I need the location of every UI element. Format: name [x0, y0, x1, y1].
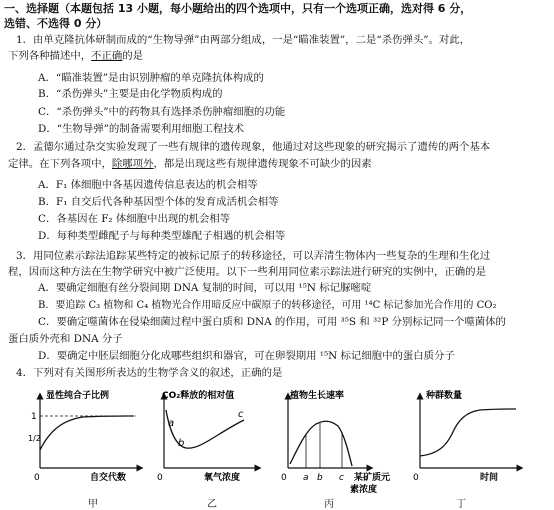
- q3-option-b: B．要追踪 C₃ 植物和 C₄ 植物光合作用暗反应中碳原子的转移途径，可用 ¹⁴C 标记参加光合作用的 CO₂: [38, 300, 497, 311]
- bing-point-b: b: [317, 473, 323, 483]
- q1-stem-text-a: 下列各种描述中，: [8, 50, 92, 62]
- q1-stem-line1: 1．由单克隆抗体研制而成的“生物导弹”由两部分组成，一是“瞄准装置”，二是“杀伤弹头”。对此，: [16, 34, 471, 46]
- q2-option-a: A．F₁ 体细胞中各基因遗传信息表达的机会相等: [38, 179, 258, 191]
- yi-ylabel: CO₂释放的相对值: [162, 391, 235, 401]
- graph-jia: [28, 386, 146, 490]
- bing-xlabel-line1: 某矿质元: [354, 473, 391, 483]
- q1-option-d: D．“生物导弹”的制备需要利用细胞工程技术: [38, 123, 244, 135]
- q1-stem-text-b: 的是: [122, 50, 144, 62]
- q3-option-a: A．要确定细胞有丝分裂间期 DNA 复制的时间，可以用 ¹⁵N 标记脲嘧啶: [38, 282, 372, 294]
- bing-point-a: a: [303, 473, 309, 483]
- yi-caption: 乙: [207, 499, 217, 510]
- jia-tick-half: 1/2: [28, 434, 41, 443]
- yi-xlabel: 氧气浓度: [204, 473, 241, 483]
- ding-origin: 0: [413, 473, 419, 483]
- q1-option-c: C．“杀伤弹头”中的药物具有选择杀伤肿瘤细胞的功能: [38, 106, 286, 118]
- q2-stem-text-b: ，都是出现这些有规律遗传现象不可缺少的因素: [153, 158, 372, 170]
- q4-stem: 4．下列对有关图形所表达的生物学含义的叙述，正确的是: [16, 367, 283, 379]
- q3-stem-line2: 程，因而这种方法在生物学研究中被广泛使用。以下一些利用同位素示踪法进行研究的实例中，正确的是: [8, 266, 486, 278]
- jia-curve: [40, 416, 134, 450]
- q3-option-d: D．要确定中胚层细胞分化成哪些组织和器官，可在卵裂期用 ¹⁵N 标记细胞中的蛋白质分子: [38, 350, 455, 362]
- bing-origin: 0: [281, 473, 287, 483]
- bing-xlabel-line2: 素浓度: [350, 485, 378, 495]
- jia-origin: 0: [34, 473, 40, 483]
- q1-stem-line2: [8, 50, 143, 63]
- yi-point-b: b: [178, 438, 185, 449]
- yi-point-a: a: [168, 418, 175, 429]
- q2-option-b: B．F₁ 自交后代各种基因型个体的发育成活机会相等: [38, 196, 279, 208]
- q2-stem-text-a: 定律。在下列各项中，: [8, 158, 112, 170]
- q2-option-d: D．每种类型雌配子与每种类型雄配子相遇的机会相等: [38, 230, 286, 242]
- jia-caption: 甲: [88, 499, 98, 510]
- section-header-line2: 选错、不选得 0 分）: [4, 17, 108, 30]
- bing-ylabel: 植物生长速率: [290, 391, 345, 401]
- q2-stem-emphasis: 除哪项外: [111, 158, 154, 170]
- jia-tick-1: 1: [31, 412, 37, 422]
- bing-point-c: c: [339, 473, 344, 483]
- graph-yi: [152, 386, 264, 490]
- q2-stem-line1: 2．孟德尔通过杂交实验发现了一些有规律的遗传现象，他通过对这些现象的研究揭示了遗传的两个基本: [16, 141, 491, 153]
- q1-option-a: A．“瞄准装置”是由识别肿瘤的单克隆抗体构成的: [38, 72, 264, 84]
- jia-xlabel: 自交代数: [90, 473, 127, 483]
- jia-ylabel: 显性纯合子比例: [46, 391, 110, 401]
- graph-ding: [408, 386, 528, 490]
- q1-option-b: B．“杀伤弹头”主要是由化学物质构成的: [38, 88, 223, 100]
- yi-origin: 0: [157, 473, 163, 483]
- q2-option-c: C．各基因在 F₂ 体细胞中出现的机会相等: [38, 213, 231, 225]
- ding-xlabel: 时间: [480, 473, 499, 483]
- q3-option-c-cont: 蛋白质外壳和 DNA 分子: [8, 333, 123, 345]
- bing-curve: [290, 421, 352, 466]
- yi-point-c: c: [238, 409, 244, 420]
- q1-stem-emphasis: 不正确: [91, 50, 123, 62]
- section-header-line1: 一、选择题（本题包括 13 小题，每小题给出的四个选项中，只有一个选项正确，选对得 6 分，: [4, 2, 472, 15]
- q2-stem-line2: [8, 158, 372, 171]
- bing-caption: 丙: [324, 499, 334, 510]
- ding-ylabel: 种群数量: [426, 391, 463, 401]
- graph-bing: [276, 386, 400, 498]
- q3-option-c: C．要确定噬菌体在侵染细菌过程中蛋白质和 DNA 的作用，可用 ³⁵S 和 ³²P 分别标记同一个噬菌体的: [38, 316, 506, 328]
- ding-caption: 丁: [456, 499, 466, 510]
- ding-curve: [420, 409, 516, 456]
- q3-stem-line1: 3．用同位素示踪法追踪某些特定的被标记原子的转移途径，可以弄清生物体内一些复杂的生理和生化过: [16, 250, 491, 262]
